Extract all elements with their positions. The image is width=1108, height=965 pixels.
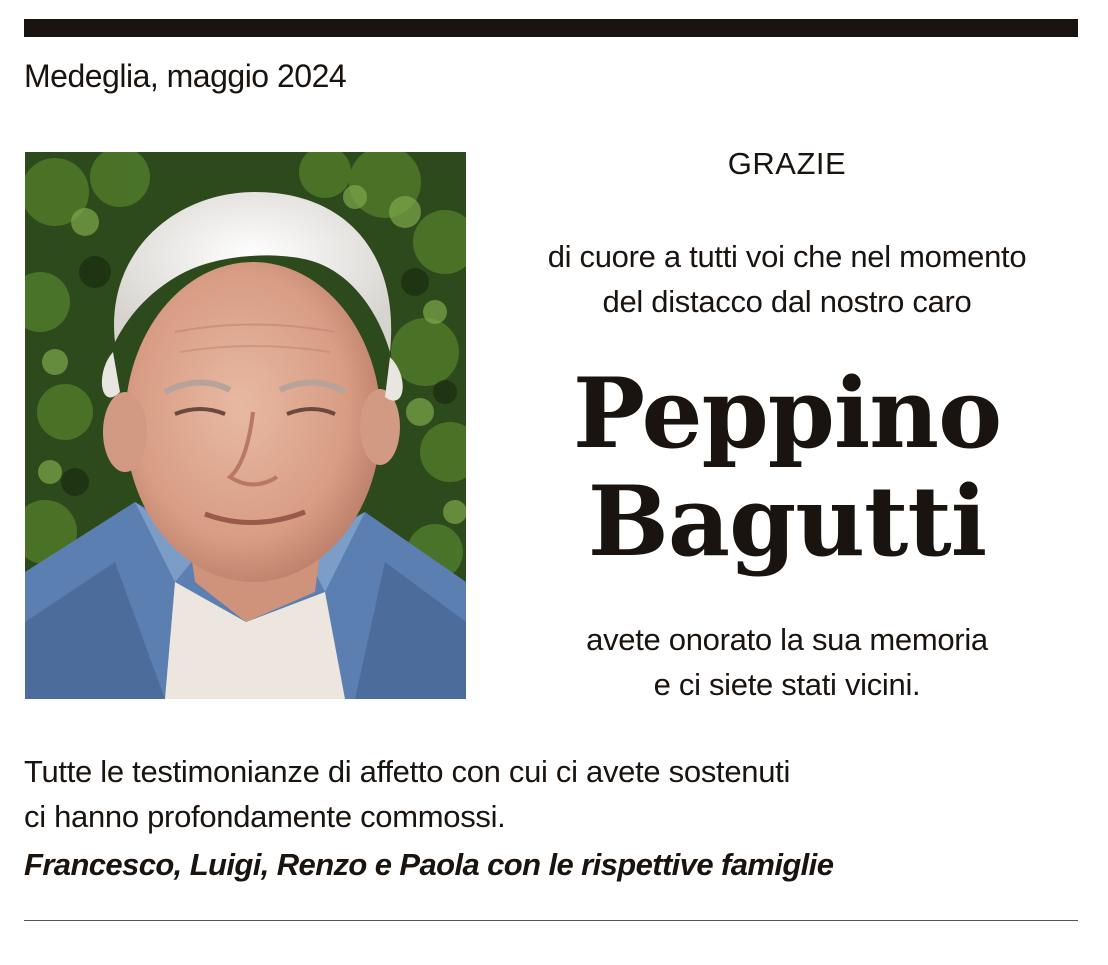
thanks-heading: GRAZIE: [727, 146, 847, 181]
body-line: ci hanno profondamente commossi.: [24, 799, 506, 834]
intro-line: del distacco dal nostro caro: [602, 284, 972, 319]
portrait-photo: [25, 152, 466, 699]
intro-text: [512, 234, 1062, 324]
memorial-text: [512, 617, 1062, 707]
deceased-name: [512, 357, 1062, 578]
body-line: Tutte le testimonianze di affetto con cui ci avete sostenuti: [24, 754, 791, 789]
memorial-line: avete onorato la sua memoria: [586, 622, 988, 657]
body-paragraph: [24, 749, 790, 839]
family-signature: Francesco, Luigi, Renzo e Paola con le rispettive famiglie: [24, 847, 834, 882]
top-rule: [24, 19, 1078, 37]
dateline: Medeglia, maggio 2024: [24, 58, 347, 94]
bottom-rule: [24, 920, 1078, 921]
last-name: Bagutti: [587, 465, 987, 578]
first-name: Peppino: [572, 357, 1002, 470]
memorial-line: e ci siete stati vicini.: [653, 667, 921, 702]
intro-line: di cuore a tutti voi che nel momento: [547, 239, 1027, 274]
